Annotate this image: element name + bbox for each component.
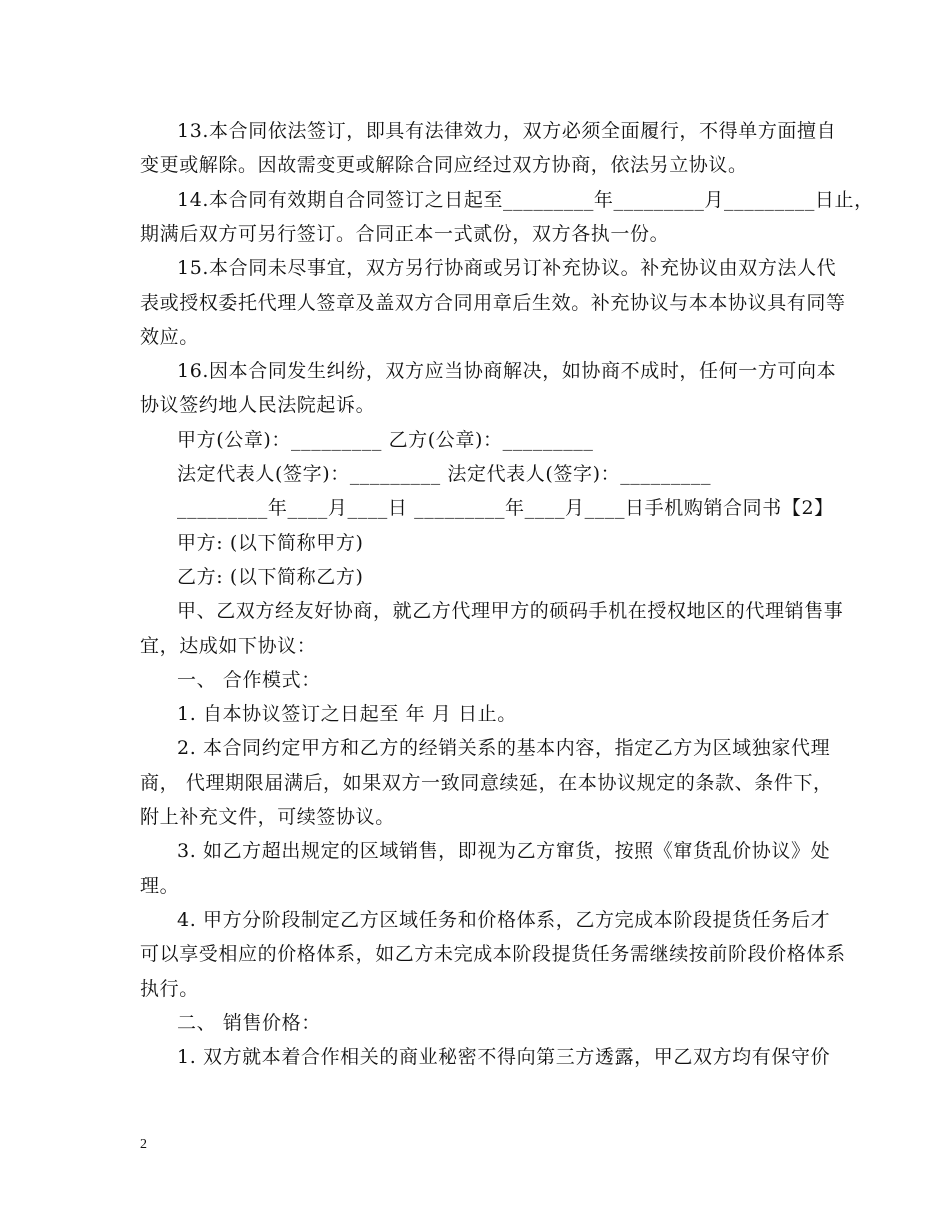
text-line: 甲方: (以下简称甲方) [177, 531, 364, 554]
text-line: 3. 如乙方超出规定的区域销售，即视为乙方窜货，按照《窜货乱价协议》处 [177, 840, 831, 863]
text-line: 表或授权委托代理人签章及盖双方合同用章后生效。补充协议与本本协议具有同等 [140, 291, 846, 314]
text-line: 期满后双方可另行签订。合同正本一式贰份，双方各执一份。 [140, 222, 670, 245]
text-line: 1. 自本协议签订之日起至 年 月 日止。 [177, 703, 517, 726]
text-line: 变更或解除。因故需变更或解除合同应经过双方协商，依法另立协议。 [140, 154, 748, 177]
text-line: 15.本合同未尽事宜，双方另行协商或另订补充协议。补充协议由双方法人代 [177, 257, 837, 280]
text-line: 法定代表人(签字)：_________ 法定代表人(签字)：_________ [177, 463, 712, 485]
text-line: 效应。 [140, 325, 199, 348]
text-line: 乙方: (以下简称乙方) [177, 565, 364, 588]
text-line: _________年____月____日 _________年____月____日手机购销合同书【2】 [177, 497, 834, 520]
text-line: 二、 销售价格： [177, 1011, 321, 1034]
text-line: 商， 代理期限届满后，如果双方一致同意续延，在本协议规定的条款、条件下， [140, 771, 833, 794]
text-line: 一、 合作模式： [177, 668, 321, 691]
text-line: 甲、乙双方经友好协商，就乙方代理甲方的硕码手机在授权地区的代理销售事 [177, 600, 844, 623]
text-line: 宜，达成如下协议： [140, 634, 317, 657]
text-line: 4. 甲方分阶段制定乙方区域任务和价格体系，乙方完成本阶段提货任务后才 [177, 908, 831, 931]
text-line: 协议签约地人民法院起诉。 [140, 394, 376, 417]
page-number: 2 [140, 1137, 147, 1152]
text-line: 可以享受相应的价格体系，如乙方未完成本阶段提货任务需继续按前阶段价格体系 [140, 943, 846, 966]
text-line: 甲方(公章)：_________ 乙方(公章)：_________ [177, 428, 594, 451]
text-line: 14.本合同有效期自合同签订之日起至_________年_________月_________日止， [177, 188, 874, 211]
text-line: 2. 本合同约定甲方和乙方的经销关系的基本内容，指定乙方为区域独家代理 [177, 737, 831, 760]
text-line: 附上补充文件，可续签协议。 [140, 806, 395, 828]
text-line: 1. 双方就本着合作相关的商业秘密不得向第三方透露，甲乙双方均有保守价 [177, 1046, 831, 1069]
text-line: 13.本合同依法签订，即具有法律效力，双方必须全面履行，不得单方面擅自 [177, 120, 837, 142]
text-line: 执行。 [140, 977, 199, 1000]
text-line: 理。 [140, 874, 180, 897]
text-line: 16.因本合同发生纠纷，双方应当协商解决，如协商不成时，任何一方可向本 [177, 360, 837, 383]
